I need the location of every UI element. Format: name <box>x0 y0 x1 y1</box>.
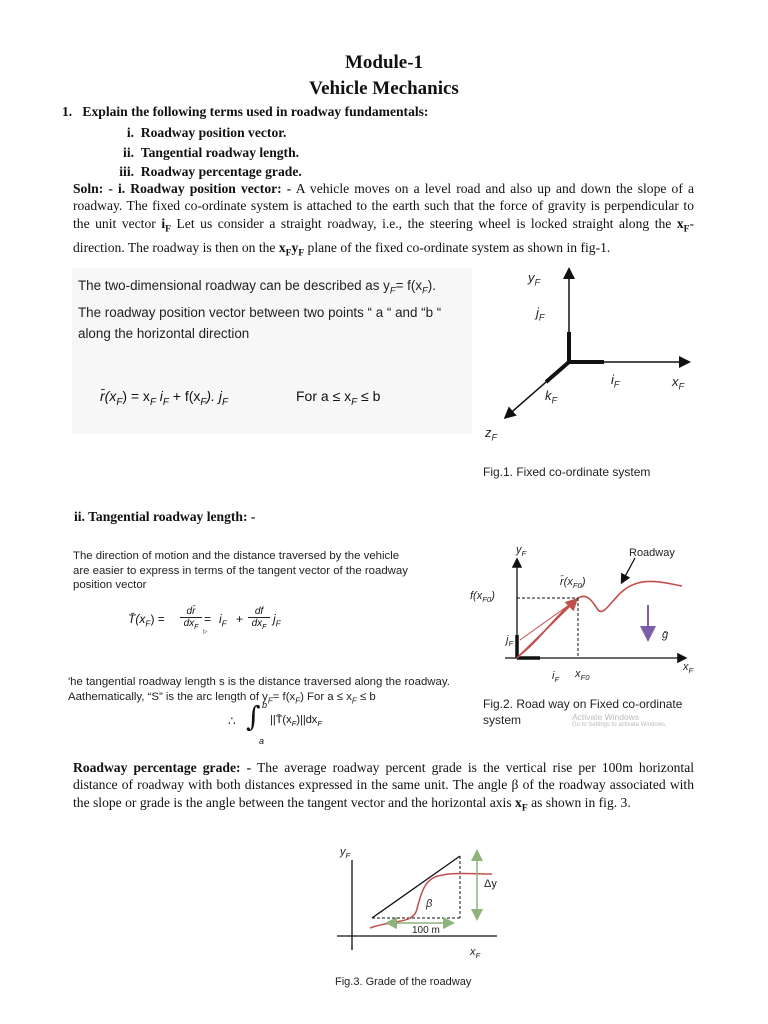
fig2-iF: $i_F$ <box>219 612 227 629</box>
label-zF: $z_F$ <box>485 425 498 443</box>
fig1-caption: Fig.1. Fixed co-ordinate system <box>483 465 651 479</box>
fraction-dr-dx: dr̄ $dx_F$ <box>180 606 202 633</box>
label-iF: $i_F$ <box>611 372 620 390</box>
fig2-label-f: $f(x_{F0})$ <box>470 590 495 605</box>
therefore-symbol: ∴ <box>228 714 236 728</box>
label-kF: $k_F$ <box>545 388 558 406</box>
slope-line <box>372 856 460 918</box>
fig2-tangent-formula: $T̄(x_F)$ = <box>128 612 165 629</box>
fig3-label-beta: β <box>426 898 433 910</box>
grade-heading: Roadway percentage grade: - <box>73 760 252 775</box>
fig1-range: For $a \le x_F \le b$ <box>296 388 381 408</box>
integrand: $||T̄(x_F)||dx_F$ <box>270 714 323 729</box>
fig2-label-yF: $y_F$ <box>516 544 527 559</box>
watermark: Activate Windows Go to Settings to activate Windows. <box>572 712 667 728</box>
integral-lower: a <box>259 736 265 746</box>
section2-heading: ii. Tangential roadway length: - <box>74 509 256 524</box>
equals-sign: = <box>204 612 212 626</box>
k-unit-vector <box>546 362 569 382</box>
fig2-label-xF0: $x_{F0}$ <box>575 668 590 683</box>
label-yF: $y_F$ <box>528 270 541 288</box>
fig3-label-100m: 100 m <box>412 925 440 936</box>
fig2-label-roadway: Roadway <box>629 547 675 559</box>
position-vector <box>517 600 576 658</box>
question-items <box>100 123 302 182</box>
question-text: Explain the following terms used in roadway fundamentals: <box>82 104 429 119</box>
soln-paragraph: Soln: - i. Roadway position vector: - A vehicle moves on a level road and also up and down the slope of a roadway. The fixed co-ordinate system is attached to the earth such that the force of gravity is perpendicular to the unit vector $i_F$ Let us consider a straight roadway, i.e., the steering wheel is locked straight along the $x_F$-direction. The roadway is then on the $x_Fy_F$ plane of the fixed co-ordinate system as shown in fig-1. <box>73 181 695 259</box>
fig3-label-dy: Δy <box>484 878 497 890</box>
label-jF: $j_F$ <box>536 305 545 323</box>
list-item: ii. Tangential roadway length. <box>123 144 300 160</box>
fig2-arc-text: 'he tangential roadway length s is the distance traversed along the roadway. Aathematically, “S” is the arc length of $y_F= f(x_F)$ For $a \le x_F \le b$ <box>68 676 450 705</box>
fig1-axes-diagram <box>476 262 716 452</box>
fig2-caption: Fig.2. Road way on Fixed co-ordinate system <box>483 697 683 727</box>
fraction-df-dx: df $dx_F$ <box>248 606 270 633</box>
roadway-pointer <box>622 558 635 582</box>
list-item: i. Roadway position vector. <box>126 125 287 140</box>
fig2-label-jF: $j_F$ <box>506 634 514 649</box>
question-number: 1. <box>62 104 73 119</box>
tangent-line <box>520 600 576 640</box>
fig2-label-xF: $x_F$ <box>683 661 694 676</box>
subject-title: Vehicle Mechanics <box>309 78 459 99</box>
integral-upper: b <box>262 700 268 710</box>
fig3-label-yF: $y_F$ <box>340 846 351 861</box>
fig1-formula: $r̄(x_F) = x_F$ $i_F + f(x_F)$. $j_F$ <box>100 388 228 408</box>
fig2-jF: $j_F$ <box>273 612 281 629</box>
cursor-icon: ▹ <box>203 626 208 636</box>
integral-symbol: ∫ <box>246 700 261 733</box>
fig3-caption: Fig.3. Grade of the roadway <box>335 976 472 988</box>
soln-lead: Soln: - i. Roadway position vector: - <box>73 181 292 196</box>
module-title: Module-1 <box>344 52 424 73</box>
fig2-label-g: ḡ <box>662 629 669 641</box>
plus-sign: + <box>236 612 244 626</box>
fig2-description: The direction of motion and the distance traversed by the vehicle are easier to express in terms of the tangent vector of the roadway position vector <box>73 550 408 591</box>
fig2-label-iF: $i_F$ <box>552 670 560 685</box>
roadway-curve <box>520 581 682 655</box>
label-xF: $x_F$ <box>672 374 685 392</box>
fig3-label-xF: $x_F$ <box>470 946 481 961</box>
grade-paragraph: Roadway percentage grade: - The average roadway percent grade is the vertical rise per 100m horizontal distance of roadway with both distances expressed in the same unit. The angle β of the roadway associated with the slope or grade is the angle between the tangent vector and the horizontal axis $x_F$ as shown in fig. 3. <box>73 760 695 814</box>
question <box>62 104 428 120</box>
fig2-label-r: $r̄(x_{F0})$ <box>560 576 586 591</box>
fig1-description: The two-dimensional roadway can be described as $y_F= f(x_F)$. The roadway position vector between two points “ a “ and “b “ along the horizontal direction <box>78 278 442 341</box>
list-item: iii. Roadway percentage grade. <box>119 164 302 180</box>
